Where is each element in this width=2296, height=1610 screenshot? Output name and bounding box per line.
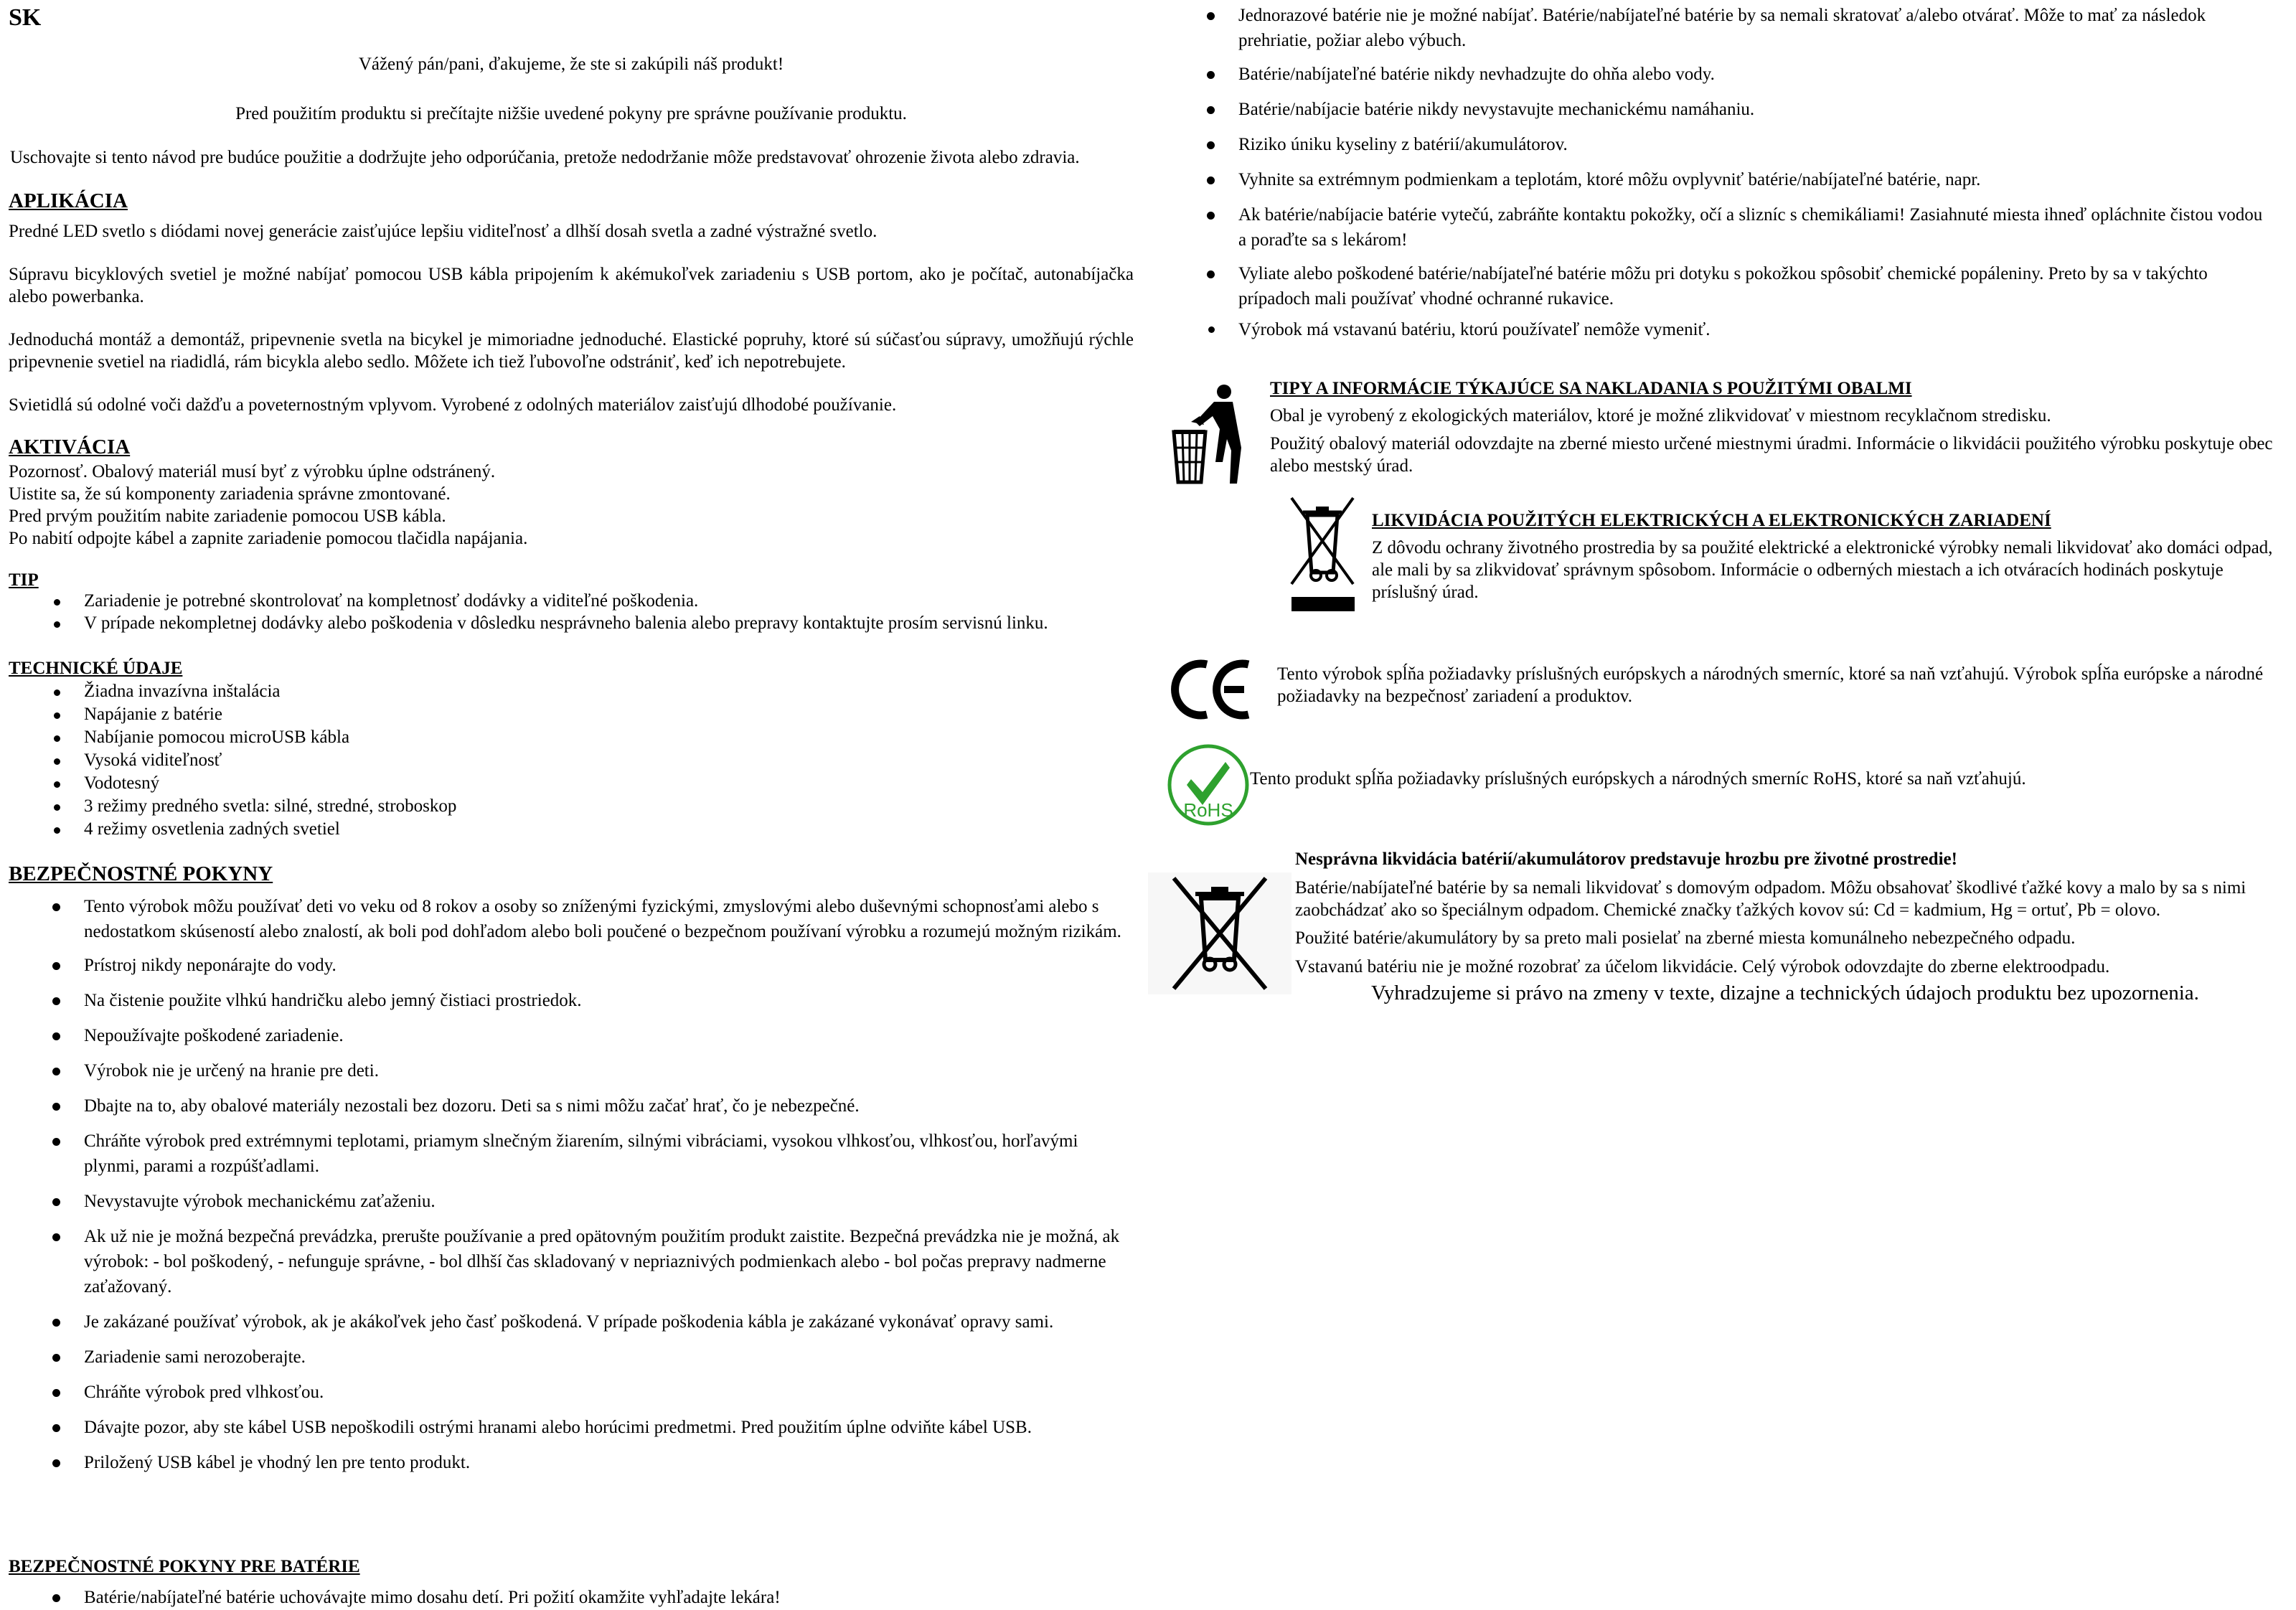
tidyman-icon — [1162, 382, 1256, 489]
obaly-p1: Obal je vyrobený z ekologických materiálov, ktoré je možné zlikvidovať v miestnom recyklačnom stredisku. — [1270, 406, 2051, 425]
bezpecnostne-heading: BEZPEČNOSTNÉ POKYNY — [9, 862, 273, 885]
list-item: Nabíjanie pomocou microUSB kábla — [84, 726, 1131, 749]
list-item: Výrobok nie je určený na hranie pre deti. — [84, 1058, 1131, 1083]
list-item: Chráňte výrobok pred vlhkosťou. — [84, 1380, 1131, 1405]
list-item: Nevystavujte výrobok mechanickému zaťaženiu. — [84, 1189, 1131, 1214]
battery-disposal-heading: Nesprávna likvidácia batérií/akumulátorov predstavuje hrozbu pre životné prostredie! — [1295, 849, 1957, 869]
list-item: Výrobok má vstavanú batériu, ktorú používateľ nemôže vymeniť. — [1238, 317, 2272, 342]
list-item: Riziko úniku kyseliny z batérií/akumulátorov. — [1238, 132, 2272, 157]
rohs-label: RoHS — [1183, 799, 1233, 821]
list-item: Vysoká viditeľnosť — [84, 749, 1131, 772]
aplikacia-p3: Jednoduchá montáž a demontáž, pripevnenie svetla na bicykel je mimoriadne jednoduché. Elastické popruhy, ktoré sú súčasťou súpravy, umožňujú rýchle pripevnenie svetiel na riadidlá, rám bicykla alebo sedlo. Môžete ich tiež ľubovoľne odstrániť, keď ich nepotrebujete. — [9, 330, 1134, 372]
ce-text: Tento výrobok spĺňa požiadavky príslušných európskych a národných smerníc, ktoré sa naň vzťahujú. Výrobok spĺňa európske a národné požiadavky na bezpečnosť zariadení a produktov. — [1277, 664, 2264, 706]
aplikacia-p2: Súpravu bicyklových svetiel je možné nabíjať pomocou USB kábla pripojením k akémukoľvek zariadeniu s USB portom, ako je počítač, autonabíjačka alebo powerbanka. — [9, 265, 1134, 306]
battery-disposal-p1: Batérie/nabíjateľné batérie by sa nemali likvidovať s domovým odpadom. Môžu obsahovať škodlivé ťažké kovy a malo by sa s nimi zaobchádzať ako so špeciálnym odpadom. Chemické značky ťažkých kovov sú: Cd = kadmium, Hg = ortuť, Pb = olovo. — [1295, 878, 2246, 920]
list-item: Napájanie z batérie — [84, 703, 1131, 726]
technicke-list — [84, 680, 1131, 841]
intro-keep-manual: Uschovajte si tento návod pre budúce použitie a dodržujte jeho odporúčania, pretože nedodržanie môže predstavovať ohrozenie života alebo zdravia. — [10, 148, 1080, 167]
list-item: Priložený USB kábel je vhodný len pre tento produkt. — [84, 1450, 1131, 1475]
baterie-list-right — [1238, 3, 2272, 342]
list-item: 3 režimy predného svetla: silné, stredné, stroboskop — [84, 795, 1131, 818]
list-item: Je zakázané používať výrobok, ak je akákoľvek jeho časť poškodená. V prípade poškodenia kábla je zakázané vykonávať opravy sami. — [84, 1309, 1131, 1334]
weee-heading: LIKVIDÁCIA POUŽITÝCH ELEKTRICKÝCH A ELEKTRONICKÝCH ZARIADENÍ — [1372, 511, 2051, 530]
tip-heading: TIP — [9, 570, 39, 590]
list-item: Vyliate alebo poškodené batérie/nabíjateľné batérie môžu pri dotyku s pokožkou spôsobiť chemické popáleniny. Preto by sa v takýchto prípadoch mali používať vhodné ochranné rukavice. — [1238, 261, 2272, 311]
obaly-heading: TIPY A INFORMÁCIE TÝKAJÚCE SA NAKLADANIA S POUŽITÝMI OBALMI — [1270, 379, 1912, 398]
bezpecnostne-list — [84, 894, 1131, 1475]
list-item: Zariadenie je potrebné skontrolovať na kompletnosť dodávky a viditeľné poškodenia. — [84, 590, 1131, 612]
aktivacia-line: Po nabití odpojte kábel a zapnite zariadenie pomocou tlačidla napájania. — [9, 529, 528, 548]
list-item: Vyhnite sa extrémnym podmienkam a teplotám, ktoré môžu ovplyvniť batérie/nabíjateľné batérie, napr. — [1238, 167, 2272, 192]
rohs-text: Tento produkt spĺňa požiadavky príslušných európskych a národných smerníc RoHS, ktoré sa naň vzťahujú. — [1250, 769, 2026, 788]
list-item: Chráňte výrobok pred extrémnymi teplotami, priamym slnečným žiarením, silnými vibráciami, vysokou vlhkosťou, vlhkosťou, horľavými plynmi, parami a rozpúšťadlami. — [84, 1129, 1131, 1179]
list-item: Žiadna invazívna inštalácia — [84, 680, 1131, 703]
aktivacia-lines — [9, 461, 1134, 550]
aktivacia-line: Uistite sa, že sú komponenty zariadenia správne zmontované. — [9, 484, 451, 504]
list-item: 4 režimy osvetlenia zadných svetiel — [84, 818, 1131, 841]
language-code: SK — [9, 4, 42, 31]
intro-greeting: Vážený pán/pani, ďakujeme, že ste si zakúpili náš produkt! — [358, 55, 784, 74]
list-item: Dávajte pozor, aby ste kábel USB nepoškodili ostrými hranami alebo horúcimi predmetmi. Pred použitím úplne odviňte kábel USB. — [84, 1415, 1131, 1440]
list-item: Batérie/nabíjacie batérie nikdy nevystavujte mechanickému namáhaniu. — [1238, 97, 2272, 122]
intro-read-before: Pred použitím produktu si prečítajte nižšie uvedené pokyny pre správne používanie produktu. — [235, 104, 907, 123]
weee-p1: Z dôvodu ochrany životného prostredia by sa použité elektrické a elektronické výrobky nemali likvidovať ako domáci odpad, ale mali by sa zlikvidovať správnym spôsobom. Informácie o odberných miestach a ich otváracích hodinách poskytuje príslušný úrad. — [1372, 538, 2273, 602]
aktivacia-heading: AKTIVÁCIA — [9, 436, 131, 458]
tip-list — [84, 590, 1131, 634]
list-item: Prístroj nikdy neponárajte do vody. — [84, 953, 1131, 978]
technicke-heading: TECHNICKÉ ÚDAJE — [9, 659, 183, 678]
list-item: Dbajte na to, aby obalové materiály nezostali bez dozoru. Deti sa s nimi môžu začať hrať, čo je nebezpečné. — [84, 1093, 1131, 1119]
aplikacia-p1: Predné LED svetlo s diódami novej generácie zaisťujúce lepšiu viditeľnosť a dlhší dosah svetla a zadné výstražné svetlo. — [9, 222, 878, 241]
list-item: Na čistenie použite vlhkú handričku alebo jemný čistiaci prostriedok. — [84, 988, 1131, 1013]
disclaimer: Vyhradzujeme si právo na zmeny v texte, dizajne a technických údajoch produktu bez upozornenia. — [1371, 981, 2199, 1004]
aplikacia-heading: APLIKÁCIA — [9, 189, 128, 212]
baterie-list-left — [84, 1585, 1131, 1610]
list-item: Vodotesný — [84, 772, 1131, 795]
list-item: Ak už nie je možná bezpečná prevádzka, prerušte používanie a pred opätovným použitím produkt zaistite. Bezpečná prevádzka nie je možná, ak výrobok: - bol poškodený, - nefunguje správne, - bol dlhší čas skladovaný v nepriaznivých podmienkach alebo - bol počas prepravy nadmerne zaťažovaný. — [84, 1224, 1131, 1299]
list-item: Ak batérie/nabíjacie batérie vytečú, zabráňte kontaktu pokožky, očí a slizníc s chemikáliami! Zasiahnuté miesta ihneď opláchnite čistou vodou a poraďte sa s lekárom! — [1238, 202, 2272, 253]
battery-disposal-p2: Použité batérie/akumulátory by sa preto mali posielať na zberné miesta komunálneho nebezpečného odpadu. — [1295, 928, 2076, 948]
list-item: V prípade nekompletnej dodávky alebo poškodenia v dôsledku nesprávneho balenia alebo prepravy kontaktujte prosím servisnú linku. — [84, 612, 1131, 634]
battery-bin-icon — [1148, 872, 1292, 994]
list-item: Batérie/nabíjateľné batérie nikdy nevhadzujte do ohňa alebo vody. — [1238, 62, 2272, 87]
list-item: Batérie/nabíjateľné batérie uchovávajte mimo dosahu detí. Pri požití okamžite vyhľadajte lekára! — [84, 1585, 1131, 1610]
list-item: Zariadenie sami nerozoberajte. — [84, 1345, 1131, 1370]
aktivacia-line: Pozornosť. Obalový materiál musí byť z výrobku úplne odstránený. — [9, 462, 496, 481]
rohs-badge-icon — [1167, 743, 1250, 827]
list-item: Jednorazové batérie nie je možné nabíjať. Batérie/nabíjateľné batérie by sa nemali skratovať a/alebo otvárať. Môže to mať za následok prehriatie, požiar alebo výbuch. — [1238, 3, 2272, 53]
ce-mark-icon — [1170, 659, 1256, 720]
aplikacia-p4: Svietidlá sú odolné voči dažďu a poveternostným vplyvom. Vyrobené z odolných materiálov zaisťujú dlhodobé používanie. — [9, 395, 897, 415]
battery-disposal-p3: Vstavanú batériu nie je možné rozobrať za účelom likvidácie. Celý výrobok odovzdajte do zberne elektroodpadu. — [1295, 957, 2110, 976]
weee-bin-icon — [1286, 494, 1358, 614]
obaly-p2: Použitý obalový materiál odovzdajte na zberné miesto určené miestnymi úradmi. Informácie o likvidácii použitého výrobku poskytuje obec alebo mestský úrad. — [1270, 434, 2273, 476]
baterie-heading: BEZPEČNOSTNÉ POKYNY PRE BATÉRIE — [9, 1557, 360, 1576]
list-item: Tento výrobok môžu používať deti vo veku od 8 rokov a osoby so zníženými fyzickými, zmyslovými alebo duševnými schopnosťami alebo s nedostatkom skúseností alebo znalostí, ak boli pod dohľadom alebo boli poučené o bezpečnom používaní výrobku a rozumejú možným rizikám. — [84, 894, 1131, 944]
list-item: Nepoužívajte poškodené zariadenie. — [84, 1023, 1131, 1048]
aktivacia-line: Pred prvým použitím nabite zariadenie pomocou USB kábla. — [9, 507, 446, 526]
